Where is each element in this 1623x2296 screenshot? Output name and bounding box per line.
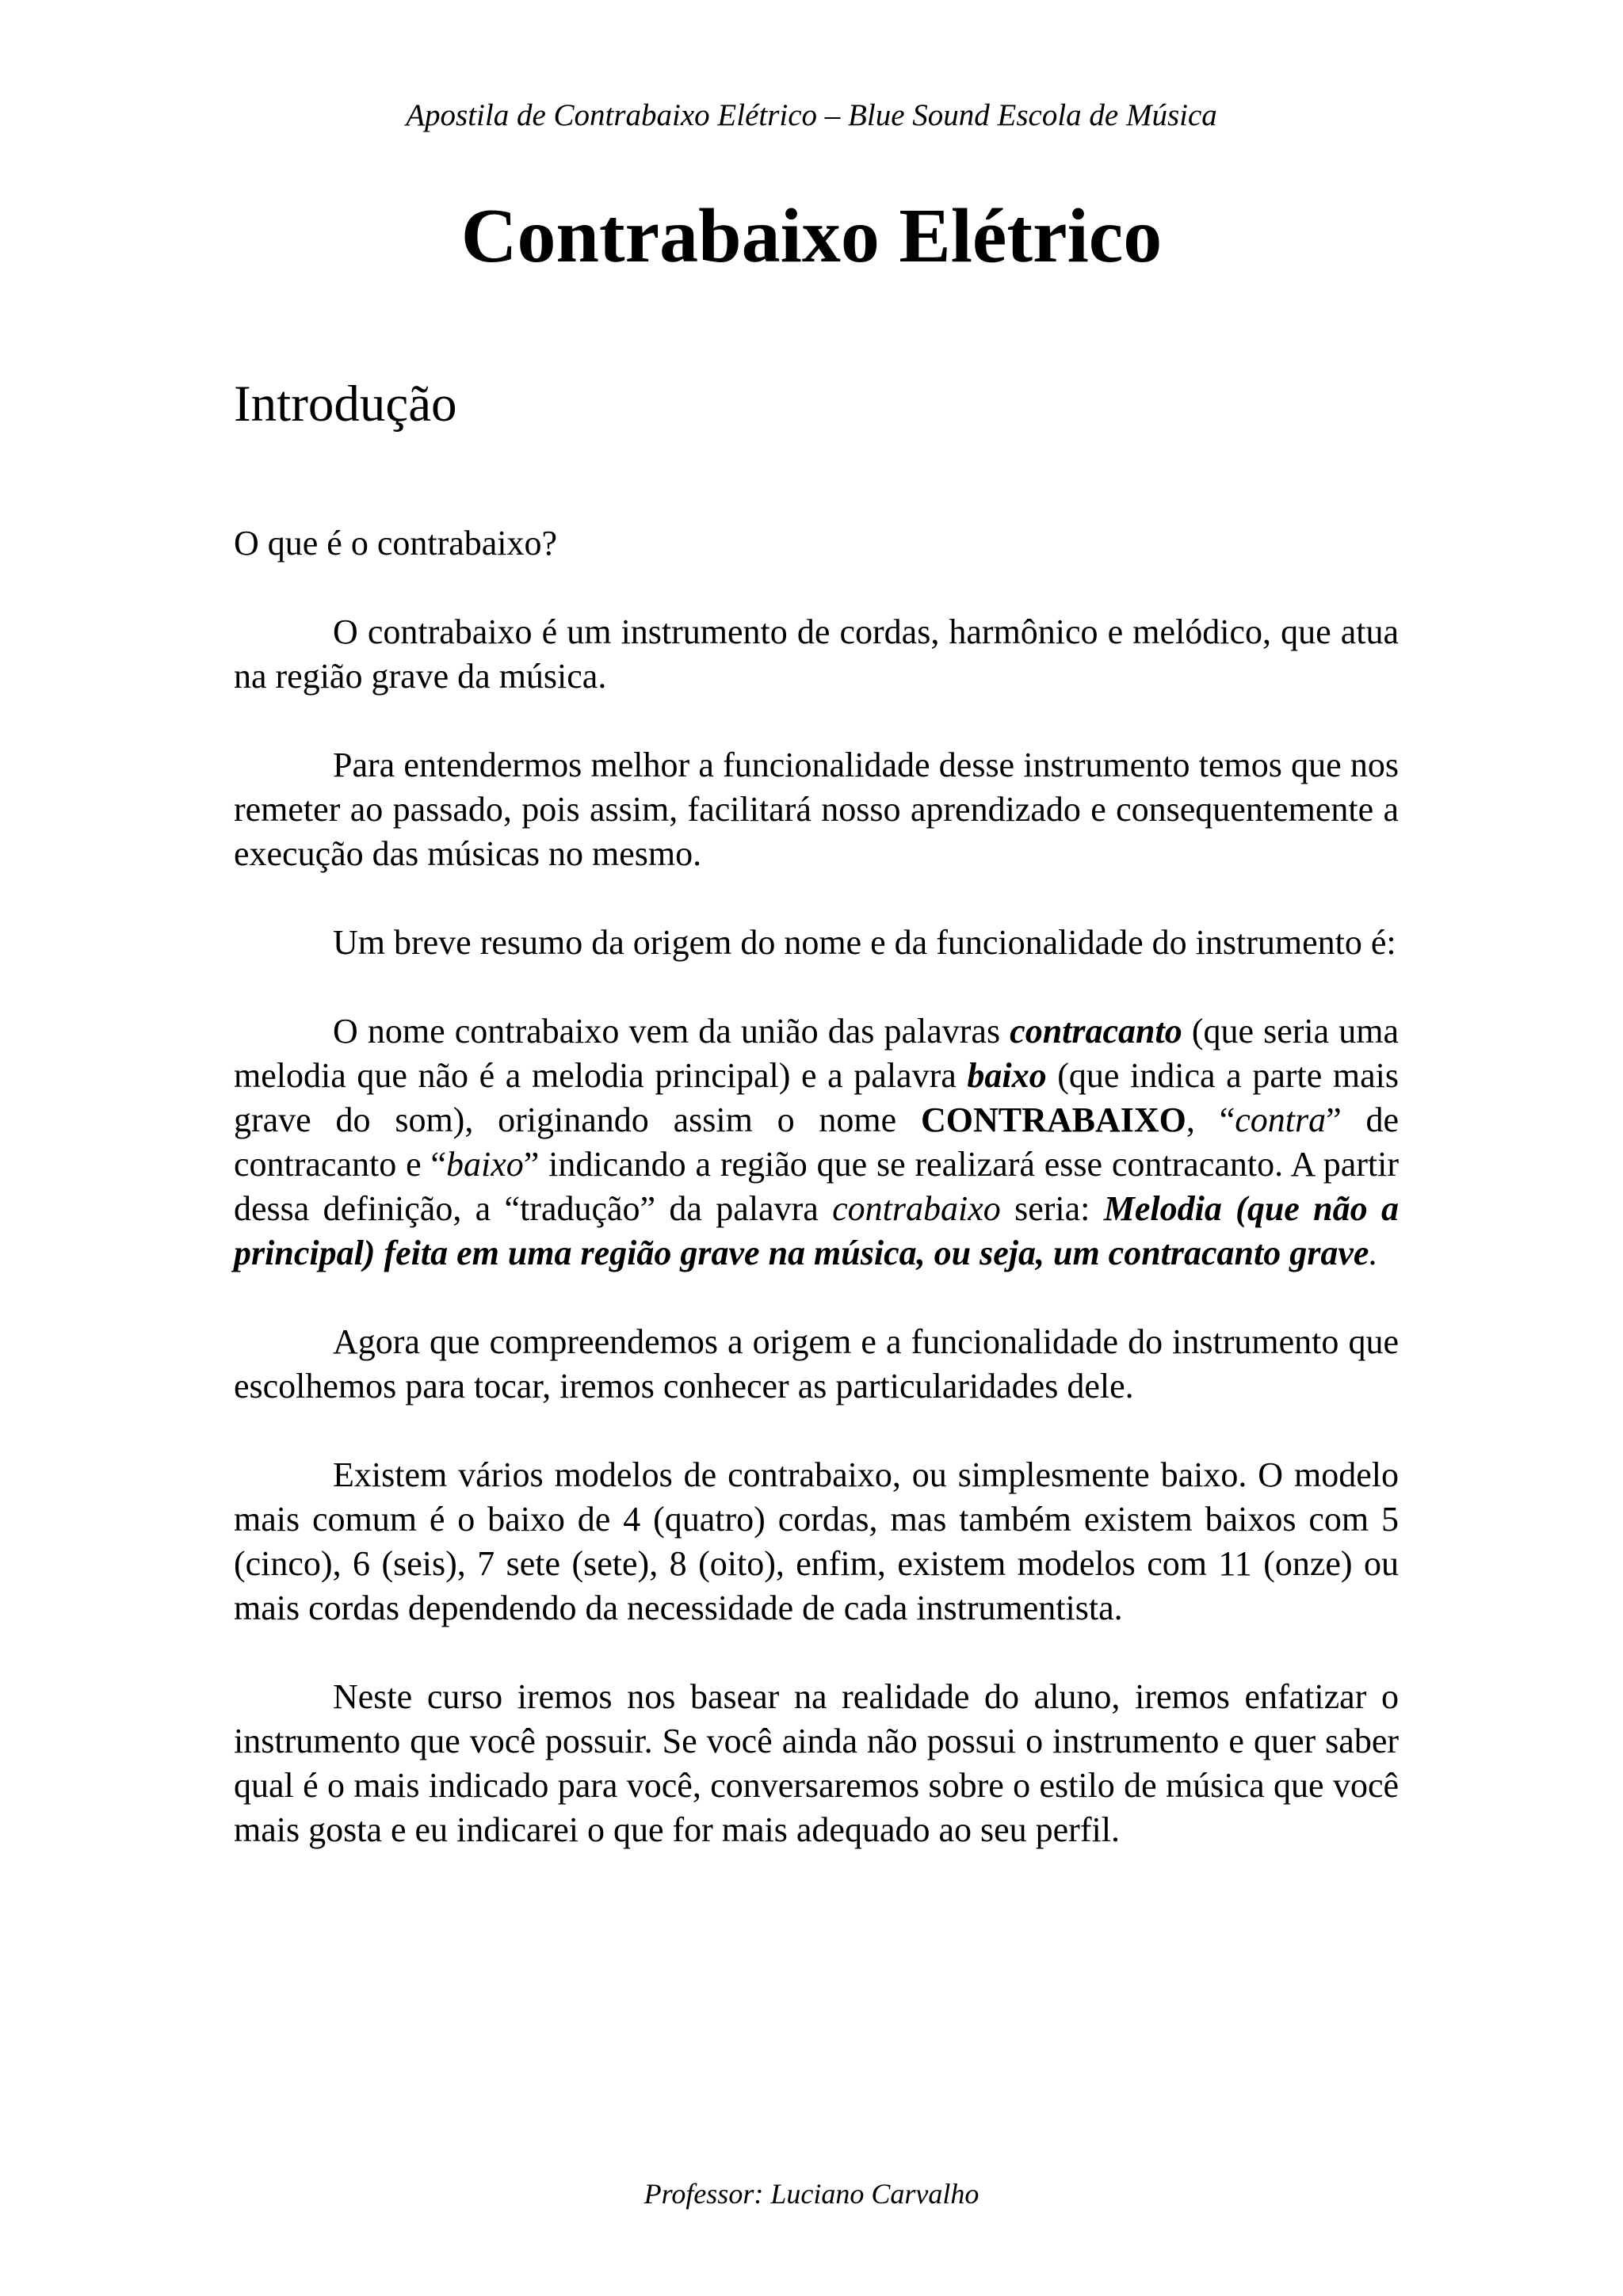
text-run: seria: bbox=[1000, 1189, 1104, 1228]
question-heading: O que é o contrabaixo? bbox=[234, 524, 558, 563]
term-contrabaixo: CONTRABAIXO bbox=[920, 1100, 1186, 1139]
paragraph-3: Um breve resumo da origem do nome e da funcionalidade do instrumento é: bbox=[333, 923, 1396, 962]
term-baixo: baixo bbox=[967, 1056, 1047, 1095]
text-run: ” indicando a região que se realizará esse contracanto. A partir dessa definição, a “tradução” da palavra bbox=[234, 1145, 1399, 1228]
body-content bbox=[234, 610, 1399, 1852]
paragraph-4 bbox=[234, 1009, 1399, 1276]
page-header: Apostila de Contrabaixo Elétrico – Blue Sound Escola de Música bbox=[406, 98, 1217, 132]
text-run: , “ bbox=[1186, 1100, 1235, 1139]
text-run: . bbox=[1369, 1234, 1378, 1272]
text-run: (que seria uma melodia que não é a melodia principal) e a palavra bbox=[234, 1012, 1399, 1095]
term-contra: contra bbox=[1235, 1100, 1327, 1139]
paragraph-5: Agora que compreendemos a origem e a funcionalidade do instrumento que escolhemos para tocar, iremos conhecer as particularidades dele. bbox=[234, 1322, 1399, 1405]
paragraph-1: O contrabaixo é um instrumento de cordas, harmônico e melódico, que atua na região grave da música. bbox=[234, 612, 1399, 696]
paragraph-7: Neste curso iremos nos basear na realidade do aluno, iremos enfatizar o instrumento que você possuir. Se você ainda não possui o instrumento e quer saber qual é o mais indicado para você, conversaremos sobre o estilo de música que você mais gosta e eu indicarei o que for mais adequado ao seu perfil. bbox=[234, 1677, 1399, 1849]
term-baixo-italic: baixo bbox=[445, 1145, 524, 1184]
page-footer: Professor: Luciano Carvalho bbox=[643, 2178, 980, 2210]
paragraph-2: Para entendermos melhor a funcionalidade desse instrumento temos que nos remeter ao passado, pois assim, facilitará nosso aprendizado e consequentemente a execução das músicas no mesmo. bbox=[234, 746, 1399, 873]
text-run: ” de contracanto e “ bbox=[234, 1100, 1400, 1184]
section-title: Introdução bbox=[234, 376, 457, 433]
text-run: O nome contrabaixo vem da união das palavras bbox=[333, 1012, 1010, 1051]
term-contracanto: contracanto bbox=[1010, 1012, 1182, 1051]
text-run: (que indica a parte mais grave do som), originando assim o nome bbox=[234, 1056, 1399, 1139]
paragraph-6: Existem vários modelos de contrabaixo, ou simplesmente baixo. O modelo mais comum é o baixo de 4 (quatro) cordas, mas também existem baixos com 5 (cinco), 6 (seis), 7 sete (sete), 8 (oito), enfim, existem modelos com 11 (onze) ou mais cordas dependendo da necessidade de cada instrumentista. bbox=[234, 1455, 1399, 1627]
term-contrabaixo-italic: contrabaixo bbox=[832, 1189, 1001, 1228]
definition-emphasis: Melodia (que não a principal) feita em uma região grave na música, ou seja, um contracanto grave bbox=[234, 1189, 1399, 1272]
page-title: Contrabaixo Elétrico bbox=[460, 193, 1163, 279]
